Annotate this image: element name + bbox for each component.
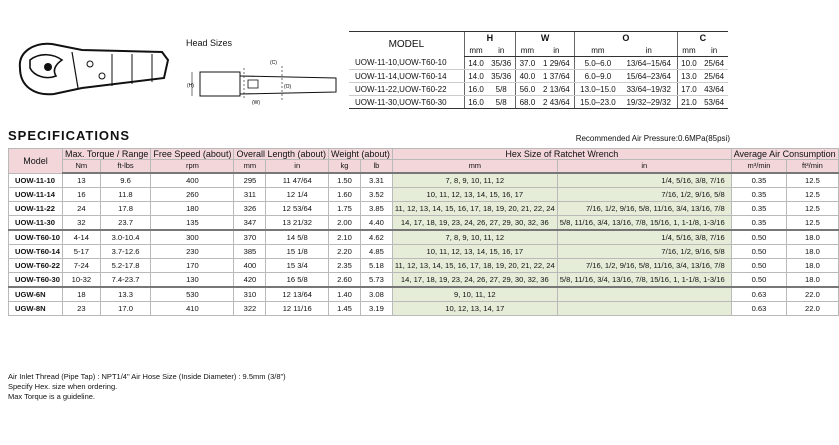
- cell-ftlbs: 7.4-23.7: [100, 273, 151, 288]
- cell-nm: 4-14: [63, 230, 101, 245]
- cell-in: 12 53/64: [266, 202, 329, 216]
- cell-c-in: 53/64: [700, 96, 728, 109]
- cell-mm: 420: [234, 273, 266, 288]
- model-cell: UOW-11-14,UOW-T60-14: [349, 70, 464, 83]
- cell-lb: 5.18: [360, 259, 392, 273]
- cell-kg: 1.40: [329, 287, 361, 302]
- cell-nm: 10-32: [63, 273, 101, 288]
- table-row: [9, 273, 839, 288]
- cell-mm: 310: [234, 287, 266, 302]
- cell-in: 13 21/32: [266, 216, 329, 231]
- cell-m3: 0.50: [731, 259, 787, 273]
- unit-in: in: [621, 44, 677, 57]
- unit-kg: kg: [329, 160, 361, 174]
- unit-in: in: [266, 160, 329, 174]
- cell-h-in: 35/36: [487, 57, 515, 70]
- table-row: [9, 245, 839, 259]
- unit-in: in: [539, 44, 575, 57]
- cell-h-in: 5/8: [487, 96, 515, 109]
- cell-w-mm: 40.0: [516, 70, 539, 83]
- cell-nm: 5-17: [63, 245, 101, 259]
- model-cell: UOW-11-30,UOW-T60-30: [349, 96, 464, 109]
- cell-lb: 3.31: [360, 173, 392, 188]
- cell-ft3: 22.0: [787, 302, 838, 316]
- cell-kg: 1.60: [329, 188, 361, 202]
- unit-mm: mm: [575, 44, 621, 57]
- note-line: Max Torque is a guideline.: [8, 392, 95, 401]
- cell-model: UOW-T60-30: [9, 273, 63, 288]
- cell-rpm: 170: [151, 259, 234, 273]
- model-cell: UOW-11-10,UOW-T60-10: [349, 57, 464, 70]
- cell-o-in: 13/64–15/64: [621, 57, 677, 70]
- cell-ftlbs: 13.3: [100, 287, 151, 302]
- cell-in: 15 1/8: [266, 245, 329, 259]
- cell-nm: 7-24: [63, 259, 101, 273]
- cell-m3: 0.50: [731, 230, 787, 245]
- cell-lb: 3.19: [360, 302, 392, 316]
- diagram-label-o: (O): [284, 84, 292, 90]
- length-header: Overall Length (about): [234, 149, 329, 160]
- cell-w-in: 1 29/64: [539, 57, 575, 70]
- cell-nm: 13: [63, 173, 101, 188]
- cell-m3: 0.35: [731, 202, 787, 216]
- cell-hex-mm: 14, 17, 18, 19, 23, 24, 26, 27, 29, 30, 32, 36: [392, 273, 557, 288]
- cell-model: UOW-T60-22: [9, 259, 63, 273]
- model-cell: UOW-11-22,UOW-T60-22: [349, 83, 464, 96]
- cell-ft3: 18.0: [787, 245, 838, 259]
- unit-hex-in: in: [557, 160, 731, 174]
- cell-mm: 400: [234, 259, 266, 273]
- table-row: [9, 188, 839, 202]
- cell-ft3: 12.5: [787, 202, 838, 216]
- cell-rpm: 230: [151, 245, 234, 259]
- cell-lb: 5.73: [360, 273, 392, 288]
- cell-mm: 347: [234, 216, 266, 231]
- cell-o-in: 15/64–23/64: [621, 70, 677, 83]
- cell-in: 12 13/64: [266, 287, 329, 302]
- note-line: Specify Hex. size when ordering.: [8, 382, 118, 391]
- cell-m3: 0.50: [731, 245, 787, 259]
- cell-c-in: 25/64: [700, 70, 728, 83]
- cell-mm: 311: [234, 188, 266, 202]
- weight-header: Weight (about): [329, 149, 393, 160]
- cell-hex-mm: 11, 12, 13, 14, 15, 16, 17, 18, 19, 20, 21, 22, 24: [392, 202, 557, 216]
- cell-lb: 3.52: [360, 188, 392, 202]
- cell-model: UOW-11-30: [9, 216, 63, 231]
- cell-ftlbs: 11.8: [100, 188, 151, 202]
- torque-header: Max. Torque / Range: [63, 149, 151, 160]
- cell-c-mm: 21.0: [677, 96, 700, 109]
- cell-in: 16 5/8: [266, 273, 329, 288]
- notes: [8, 372, 286, 402]
- unit-mm: mm: [234, 160, 266, 174]
- unit-in: in: [487, 44, 515, 57]
- cell-mm: 295: [234, 173, 266, 188]
- cell-h-mm: 16.0: [464, 96, 487, 109]
- cell-c-mm: 17.0: [677, 83, 700, 96]
- cell-mm: 370: [234, 230, 266, 245]
- diagram-label-w: (W): [252, 100, 261, 106]
- table-row: [349, 96, 728, 109]
- cell-nm: 24: [63, 202, 101, 216]
- recommended-air-pressure: Recommended Air Pressure:0.6MPa(85psi): [575, 134, 730, 143]
- table-row: [9, 173, 839, 188]
- table-row: [9, 216, 839, 231]
- unit-in: in: [700, 44, 728, 57]
- cell-hex-in: 5/8, 11/16, 3/4, 13/16, 7/8, 15/16, 1, 1-1/8, 1-3/16: [557, 273, 731, 288]
- cell-mm: 385: [234, 245, 266, 259]
- table-row: [9, 202, 839, 216]
- unit-ft3min: ft³/min: [787, 160, 838, 174]
- cell-lb: 3.85: [360, 202, 392, 216]
- cell-mm: 322: [234, 302, 266, 316]
- cell-hex-in: 7/16, 1/2, 9/16, 5/8, 11/16, 3/4, 13/16, 7/8: [557, 202, 731, 216]
- cell-hex-in: [557, 287, 731, 302]
- cell-ft3: 12.5: [787, 188, 838, 202]
- cell-model: UOW-11-10: [9, 173, 63, 188]
- cell-kg: 1.75: [329, 202, 361, 216]
- cell-hex-in: 7/16, 1/2, 9/16, 5/8, 11/16, 3/4, 13/16, 7/8: [557, 259, 731, 273]
- cell-model: UGW-6N: [9, 287, 63, 302]
- cell-m3: 0.63: [731, 302, 787, 316]
- cell-model: UOW-T60-10: [9, 230, 63, 245]
- unit-lb: lb: [360, 160, 392, 174]
- cell-model: UOW-11-22: [9, 202, 63, 216]
- cell-mm: 326: [234, 202, 266, 216]
- cell-hex-mm: 10, 11, 12, 13, 14, 15, 16, 17: [392, 245, 557, 259]
- cell-model: UGW-8N: [9, 302, 63, 316]
- table-row: [349, 70, 728, 83]
- cell-hex-mm: 10, 12, 13, 14, 17: [392, 302, 557, 316]
- cell-ftlbs: 23.7: [100, 216, 151, 231]
- cell-ft3: 18.0: [787, 259, 838, 273]
- cell-hex-mm: 14, 17, 18, 19, 23, 24, 26, 27, 29, 30, 32, 36: [392, 216, 557, 231]
- cell-model: UOW-T60-14: [9, 245, 63, 259]
- diagram-label-c: (C): [270, 60, 277, 66]
- h-col-header: H: [464, 32, 515, 45]
- table-row: [9, 259, 839, 273]
- cell-ftlbs: 3.0-10.4: [100, 230, 151, 245]
- table-row: [9, 230, 839, 245]
- cell-hex-in: 5/8, 11/16, 3/4, 13/16, 7/8, 15/16, 1, 1-1/8, 1-3/16: [557, 216, 731, 231]
- cell-lb: 4.62: [360, 230, 392, 245]
- hex-header: Hex Size of Ratchet Wrench: [392, 149, 731, 160]
- cell-ft3: 18.0: [787, 273, 838, 288]
- cell-ftlbs: 9.6: [100, 173, 151, 188]
- cell-hex-mm: 7, 8, 9, 10, 11, 12: [392, 230, 557, 245]
- cell-hex-mm: 9, 10, 11, 12: [392, 287, 557, 302]
- cell-kg: 2.00: [329, 216, 361, 231]
- model-header: Model: [9, 149, 63, 174]
- cell-h-in: 5/8: [487, 83, 515, 96]
- o-col-header: O: [575, 32, 678, 45]
- cell-ftlbs: 17.8: [100, 202, 151, 216]
- cell-nm: 23: [63, 302, 101, 316]
- w-col-header: W: [516, 32, 575, 45]
- c-col-header: C: [677, 32, 728, 45]
- cell-rpm: 410: [151, 302, 234, 316]
- unit-ftlbs: ft-lbs: [100, 160, 151, 174]
- model-col-header: MODEL: [349, 32, 464, 57]
- cell-w-in: 2 13/64: [539, 83, 575, 96]
- cell-nm: 18: [63, 287, 101, 302]
- cell-m3: 0.35: [731, 216, 787, 231]
- cell-o-mm: 6.0–9.0: [575, 70, 621, 83]
- cell-lb: 4.85: [360, 245, 392, 259]
- cell-hex-mm: 10, 11, 12, 13, 14, 15, 16, 17: [392, 188, 557, 202]
- cell-ftlbs: 5.2-17.8: [100, 259, 151, 273]
- cell-h-in: 35/36: [487, 70, 515, 83]
- cell-lb: 4.40: [360, 216, 392, 231]
- cell-w-mm: 56.0: [516, 83, 539, 96]
- cell-rpm: 300: [151, 230, 234, 245]
- head-sizes-title: Head Sizes: [186, 38, 233, 48]
- cell-m3: 0.63: [731, 287, 787, 302]
- cell-ft3: 12.5: [787, 173, 838, 188]
- cell-o-mm: 5.0–6.0: [575, 57, 621, 70]
- cell-c-in: 25/64: [700, 57, 728, 70]
- cell-in: 12 1/4: [266, 188, 329, 202]
- cell-model: UOW-11-14: [9, 188, 63, 202]
- cell-ft3: 18.0: [787, 230, 838, 245]
- cell-in: 11 47/64: [266, 173, 329, 188]
- cell-m3: 0.35: [731, 188, 787, 202]
- unit-m3min: m³/min: [731, 160, 787, 174]
- unit-rpm: rpm: [151, 160, 234, 174]
- unit-mm: mm: [464, 44, 487, 57]
- cell-o-in: 19/32–29/32: [621, 96, 677, 109]
- cell-ft3: 12.5: [787, 216, 838, 231]
- table-row: [9, 287, 839, 302]
- cell-ftlbs: 3.7-12.6: [100, 245, 151, 259]
- cell-nm: 32: [63, 216, 101, 231]
- table-row: [349, 57, 728, 70]
- cell-hex-in: 1/4, 5/16, 3/8, 7/16: [557, 173, 731, 188]
- cell-o-in: 33/64–19/32: [621, 83, 677, 96]
- unit-nm: Nm: [63, 160, 101, 174]
- cell-c-mm: 10.0: [677, 57, 700, 70]
- wrench-head-illustration: [12, 30, 172, 110]
- speed-header: Free Speed (about): [151, 149, 234, 160]
- cell-hex-in: [557, 302, 731, 316]
- head-dimension-diagram: [186, 52, 346, 108]
- cell-hex-in: 7/16, 1/2, 9/16, 5/8: [557, 245, 731, 259]
- cell-m3: 0.50: [731, 273, 787, 288]
- cell-hex-mm: 11, 12, 13, 14, 15, 16, 17, 18, 19, 20, 21, 22, 24: [392, 259, 557, 273]
- cell-kg: 2.35: [329, 259, 361, 273]
- cell-c-in: 43/64: [700, 83, 728, 96]
- cell-in: 15 3/4: [266, 259, 329, 273]
- cell-lb: 3.08: [360, 287, 392, 302]
- consumption-header: Average Air Consumption: [731, 149, 838, 160]
- cell-in: 12 11/16: [266, 302, 329, 316]
- cell-m3: 0.35: [731, 173, 787, 188]
- head-sizes-table: [349, 31, 728, 109]
- cell-kg: 2.20: [329, 245, 361, 259]
- cell-c-mm: 13.0: [677, 70, 700, 83]
- cell-w-mm: 37.0: [516, 57, 539, 70]
- cell-w-mm: 68.0: [516, 96, 539, 109]
- cell-rpm: 400: [151, 173, 234, 188]
- cell-rpm: 180: [151, 202, 234, 216]
- cell-rpm: 260: [151, 188, 234, 202]
- cell-w-in: 2 43/64: [539, 96, 575, 109]
- unit-mm: mm: [516, 44, 539, 57]
- cell-kg: 2.60: [329, 273, 361, 288]
- table-row: [9, 302, 839, 316]
- cell-ft3: 22.0: [787, 287, 838, 302]
- cell-kg: 2.10: [329, 230, 361, 245]
- unit-mm: mm: [677, 44, 700, 57]
- cell-hex-mm: 7, 8, 9, 10, 11, 12: [392, 173, 557, 188]
- cell-rpm: 135: [151, 216, 234, 231]
- specifications-title: SPECIFICATIONS: [8, 128, 131, 143]
- cell-kg: 1.45: [329, 302, 361, 316]
- cell-rpm: 530: [151, 287, 234, 302]
- cell-h-mm: 14.0: [464, 57, 487, 70]
- cell-hex-in: 7/16, 1/2, 9/16, 5/8: [557, 188, 731, 202]
- cell-hex-in: 1/4, 5/16, 3/8, 7/16: [557, 230, 731, 245]
- cell-h-mm: 16.0: [464, 83, 487, 96]
- table-row: [349, 83, 728, 96]
- unit-hex-mm: mm: [392, 160, 557, 174]
- note-line: Air Inlet Thread (Pipe Tap) : NPT1/4" Air Hose Size (Inside Diameter) : 9.5mm (3/8"): [8, 372, 286, 381]
- cell-rpm: 130: [151, 273, 234, 288]
- specifications-table: [8, 148, 839, 316]
- cell-nm: 16: [63, 188, 101, 202]
- cell-h-mm: 14.0: [464, 70, 487, 83]
- cell-o-mm: 15.0–23.0: [575, 96, 621, 109]
- diagram-label-h: (H): [187, 83, 194, 89]
- cell-o-mm: 13.0–15.0: [575, 83, 621, 96]
- cell-in: 14 5/8: [266, 230, 329, 245]
- cell-kg: 1.50: [329, 173, 361, 188]
- cell-ftlbs: 17.0: [100, 302, 151, 316]
- cell-w-in: 1 37/64: [539, 70, 575, 83]
